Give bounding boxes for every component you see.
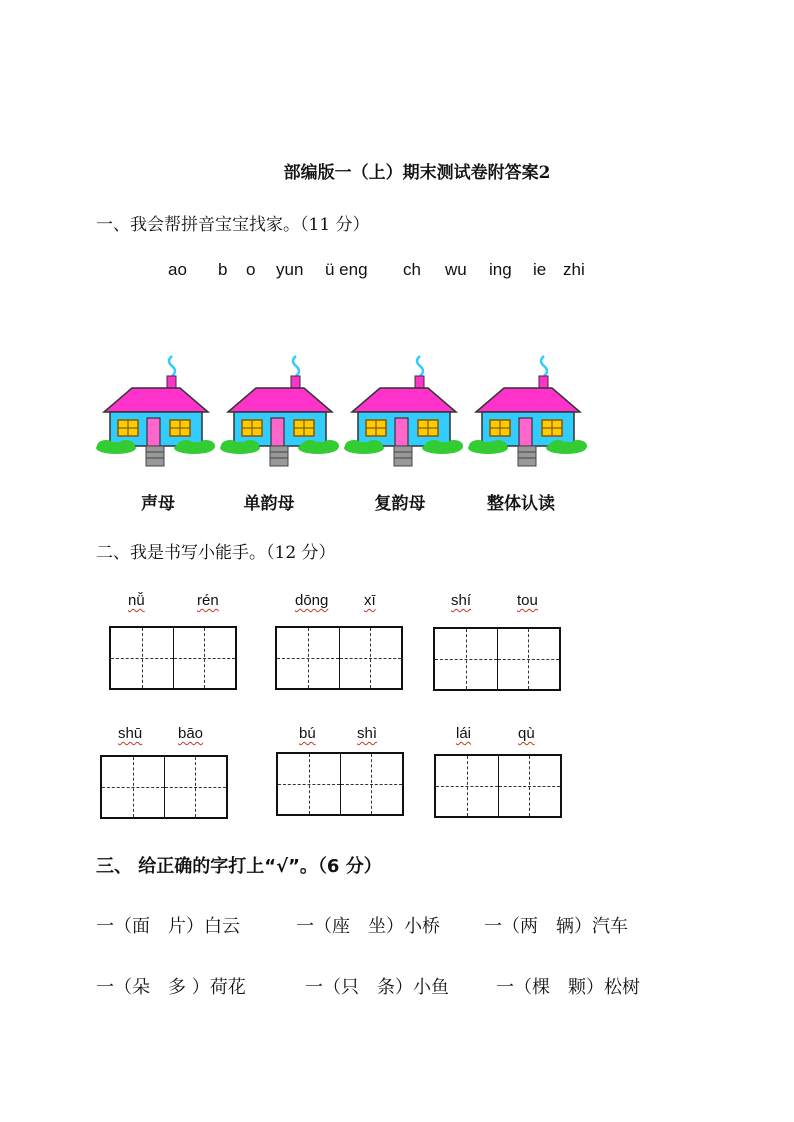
- section2-heading: 二、我是书写小能手。（12 分）: [96, 543, 336, 563]
- house-icon: [96, 356, 215, 466]
- house-label: 整体认读: [487, 494, 555, 514]
- pinyin: shì: [357, 725, 378, 742]
- grid-cell[interactable]: [174, 628, 236, 688]
- house-label: 单韵母: [243, 494, 295, 514]
- pinyin: xī: [364, 592, 376, 609]
- syllable: ch: [403, 260, 421, 279]
- house-icon: [344, 356, 463, 466]
- grid-cell[interactable]: [102, 757, 165, 817]
- pinyin: qù: [518, 725, 535, 742]
- section3-heading: 三、 给正确的字打上“√”。（6 分）: [96, 856, 382, 877]
- writing-grid[interactable]: [433, 627, 561, 691]
- syllable: ing: [489, 260, 512, 279]
- house-label: 声母: [141, 494, 175, 514]
- grid-cell[interactable]: [340, 628, 402, 688]
- pinyin: bú: [299, 725, 316, 742]
- house-label: 复韵母: [374, 494, 426, 514]
- question[interactable]: 一（只 条）小鱼: [305, 977, 449, 998]
- syllable: o: [246, 260, 256, 279]
- writing-grid[interactable]: [276, 752, 404, 816]
- pinyin: tou: [517, 592, 538, 609]
- pinyin: lái: [456, 725, 472, 742]
- question[interactable]: 一（朵 多 ）荷花: [96, 977, 246, 998]
- grid-cell[interactable]: [111, 628, 174, 688]
- pinyin: bāo: [178, 725, 204, 742]
- syllable: ie: [533, 260, 547, 279]
- syllable: ü eng: [325, 260, 368, 279]
- syllable-row: [168, 260, 585, 280]
- page-title: 部编版一（上）期末测试卷附答案2: [283, 163, 551, 183]
- grid-cell[interactable]: [277, 628, 340, 688]
- grid-cell[interactable]: [435, 629, 498, 689]
- question[interactable]: 一（两 辆）汽车: [484, 916, 628, 937]
- question[interactable]: 一（棵 颗）松树: [496, 977, 640, 998]
- house-icon: [220, 356, 339, 466]
- syllable: ao: [168, 260, 187, 279]
- pinyin: shí: [451, 592, 472, 609]
- pinyin: nǚ: [128, 592, 145, 609]
- grid-cell[interactable]: [341, 754, 403, 814]
- pinyin: rén: [197, 592, 219, 609]
- section1-heading: 一、我会帮拼音宝宝找家。（11 分）: [96, 215, 370, 235]
- question[interactable]: 一（座 坐）小桥: [296, 916, 440, 937]
- syllable: wu: [445, 260, 467, 279]
- syllable: b: [218, 260, 228, 279]
- pinyin: dōng: [295, 592, 329, 609]
- grid-cell[interactable]: [278, 754, 341, 814]
- question[interactable]: 一（面 片）白云: [96, 916, 240, 937]
- writing-grid[interactable]: [434, 754, 562, 818]
- writing-grid[interactable]: [275, 626, 403, 690]
- grid-cell[interactable]: [165, 757, 227, 817]
- pinyin: shū: [118, 725, 143, 742]
- house-icon: [468, 356, 587, 466]
- grid-cell[interactable]: [499, 756, 561, 816]
- syllable: yun: [276, 260, 304, 279]
- syllable: zhi: [563, 260, 585, 279]
- grid-cell[interactable]: [498, 629, 560, 689]
- writing-grid[interactable]: [109, 626, 237, 690]
- grid-cell[interactable]: [436, 756, 499, 816]
- writing-grid[interactable]: [100, 755, 228, 819]
- houses-illustration: [94, 350, 604, 470]
